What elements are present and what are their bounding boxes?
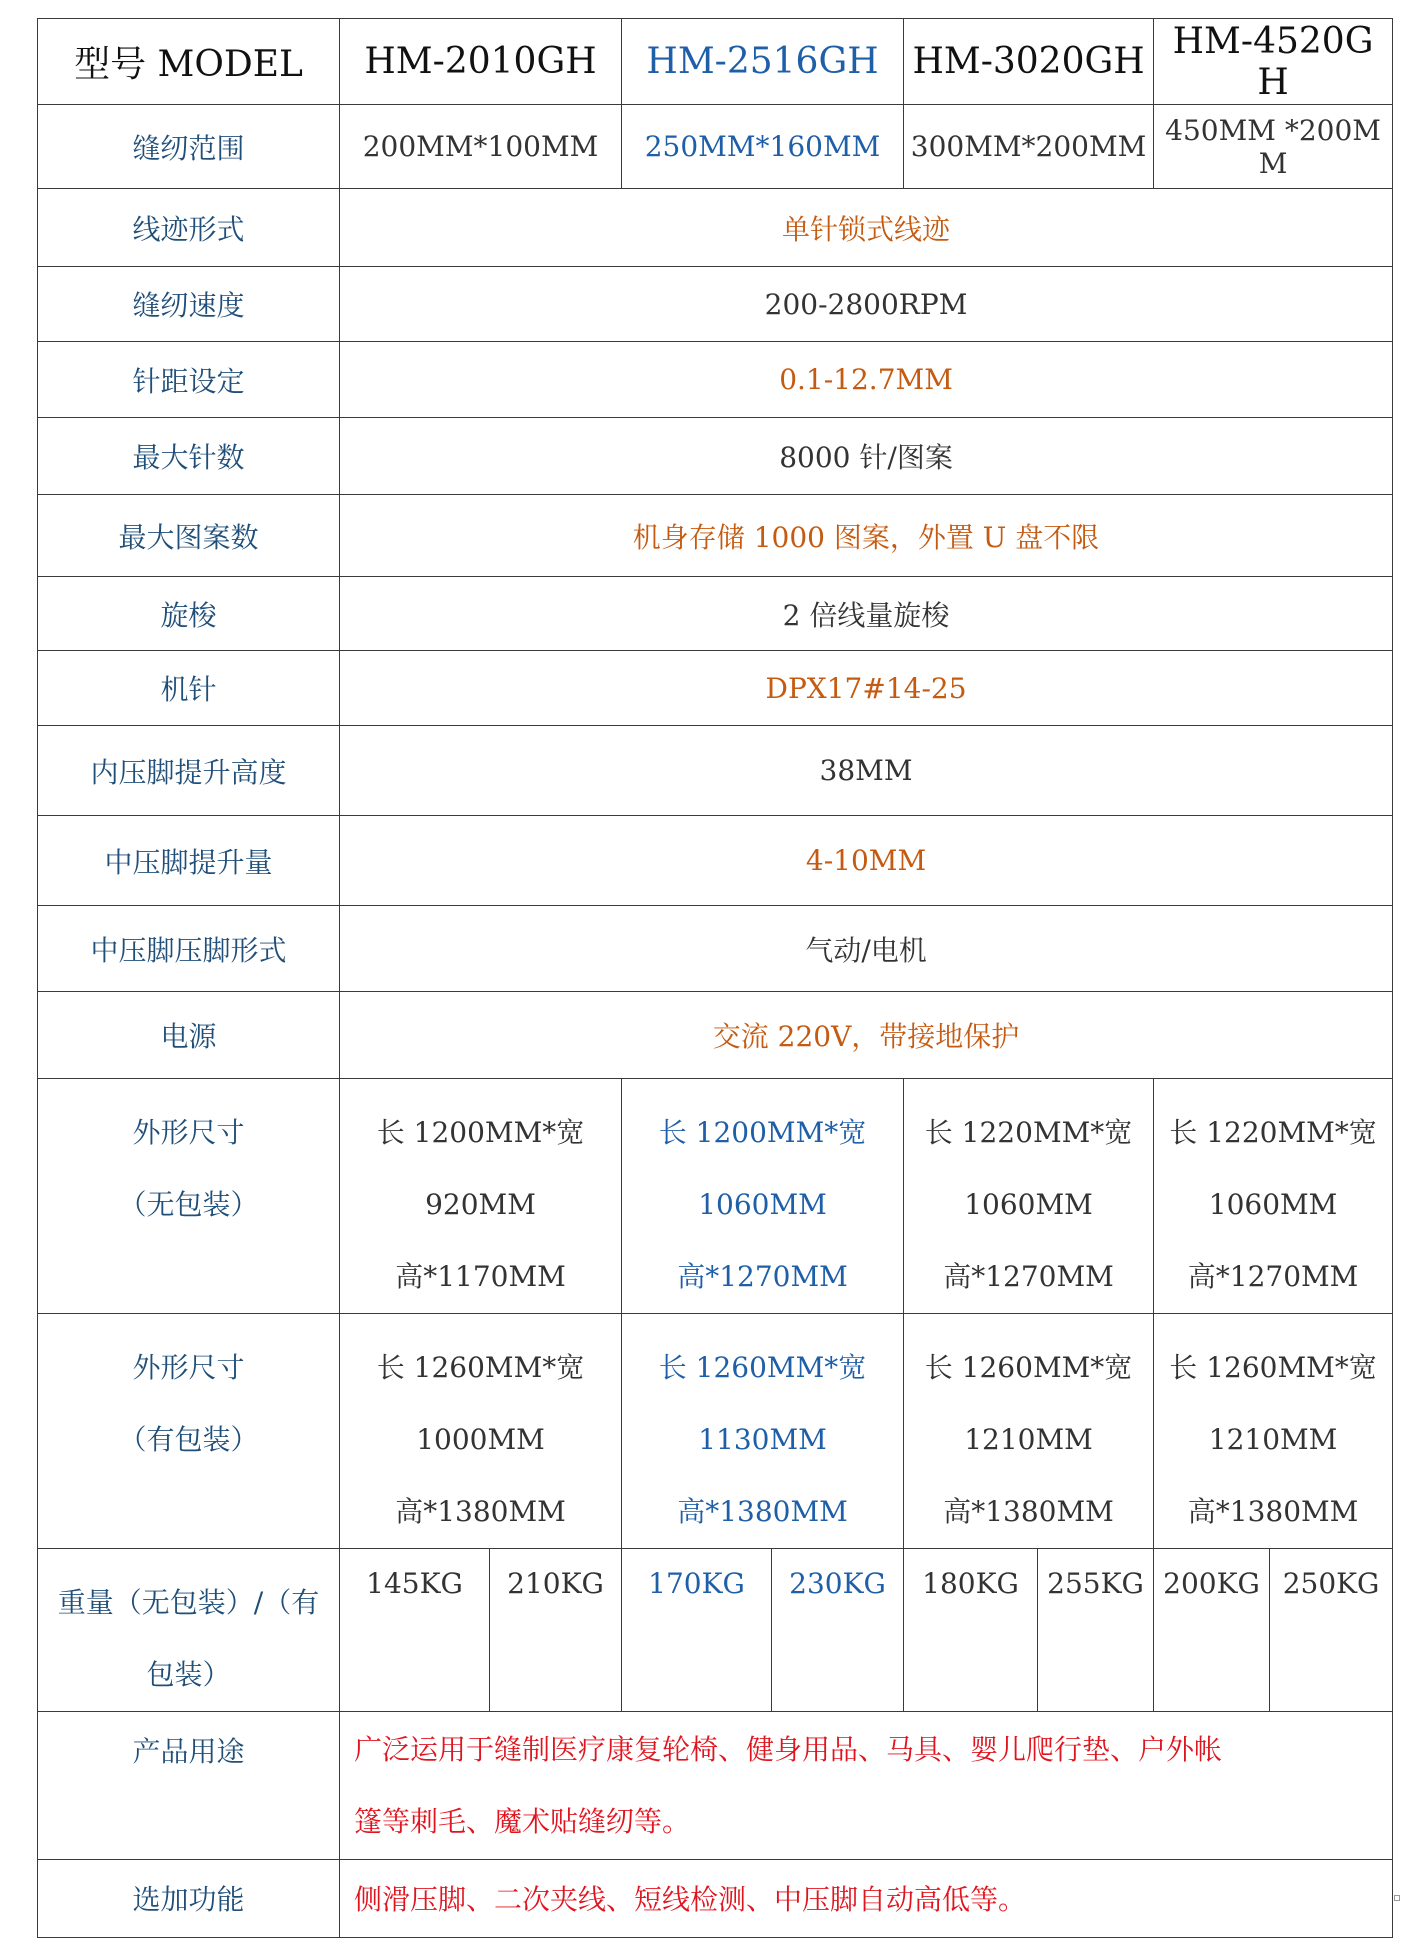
row-weight: [38, 1549, 1393, 1712]
row-power: [38, 992, 1393, 1079]
application-line1: 广泛运用于缝制医疗康复轮椅、健身用品、马具、婴儿爬行垫、户外帐: [354, 1733, 1223, 1766]
weight-4520-unpacked: 200KG: [1154, 1549, 1270, 1712]
row-stitch-type: [38, 189, 1393, 267]
dim-line: 1060MM: [698, 1188, 827, 1221]
dimensions-packed-2010: [340, 1314, 622, 1549]
weight-2516-packed: 230KG: [772, 1549, 904, 1712]
row-dimensions-unpacked: [38, 1079, 1393, 1314]
label-shuttle: 旋梭: [38, 577, 340, 651]
value-middle-foot-lift: 4-10MM: [340, 816, 1393, 906]
label-dimensions-unpacked: [38, 1079, 340, 1314]
dim-line: 高*1380MM: [943, 1495, 1114, 1528]
model-hm-3020gh: HM-3020GH: [904, 19, 1154, 105]
value-shuttle: 2 倍线量旋梭: [340, 577, 1393, 651]
spec-table: [37, 18, 1393, 1938]
dimensions-packed-2516: [622, 1314, 904, 1549]
dim-line: 长 1200MM*宽: [658, 1116, 867, 1149]
model-hm-2010gh: HM-2010GH: [340, 19, 622, 105]
label-max-stitches: 最大针数: [38, 418, 340, 495]
row-shuttle: [38, 577, 1393, 651]
dim-line: 高*1270MM: [1187, 1260, 1359, 1293]
value-power: 交流 220V，带接地保护: [340, 992, 1393, 1079]
row-middle-foot-type: [38, 906, 1393, 992]
row-application: [38, 1712, 1393, 1860]
label-dimensions-packed-line1: 外形尺寸: [132, 1351, 245, 1384]
value-application: [340, 1712, 1393, 1860]
dim-line: 1130MM: [698, 1423, 827, 1456]
value-sewing-range-2516: 250MM*160MM: [622, 105, 904, 189]
dim-line: 1060MM: [1208, 1188, 1338, 1221]
label-max-patterns: 最大图案数: [38, 495, 340, 577]
row-dimensions-packed: [38, 1314, 1393, 1549]
label-weight-line1: 重量（无包装）/（有: [57, 1586, 320, 1619]
value-max-patterns: 机身存储 1000 图案，外置 U 盘不限: [340, 495, 1393, 577]
label-weight: [38, 1549, 340, 1712]
dim-line: 1210MM: [964, 1423, 1093, 1456]
value-stitch-length: 0.1-12.7MM: [340, 342, 1393, 418]
dim-line: 高*1270MM: [943, 1260, 1114, 1293]
label-needle: 机针: [38, 651, 340, 726]
dim-line: 高*1380MM: [677, 1495, 848, 1528]
label-application: 产品用途: [38, 1712, 340, 1860]
row-needle: [38, 651, 1393, 726]
value-max-stitches: 8000 针/图案: [340, 418, 1393, 495]
label-options: 选加功能: [38, 1860, 340, 1938]
weight-4520-packed: 250KG: [1270, 1549, 1393, 1712]
dim-line: 长 1220MM*宽: [924, 1116, 1133, 1149]
dimensions-unpacked-2516: [622, 1079, 904, 1314]
row-middle-foot-lift: [38, 816, 1393, 906]
row-inner-foot-lift: [38, 726, 1393, 816]
dim-line: 高*1270MM: [677, 1260, 848, 1293]
dim-line: 长 1260MM*宽: [1169, 1351, 1377, 1384]
value-inner-foot-lift: 38MM: [340, 726, 1393, 816]
page-corner-mark: [1394, 1895, 1400, 1901]
row-options: [38, 1860, 1393, 1938]
value-sewing-range-3020: 300MM*200MM: [904, 105, 1154, 189]
dim-line: 长 1220MM*宽: [1169, 1116, 1377, 1149]
weight-2010-packed: 210KG: [490, 1549, 622, 1712]
dimensions-unpacked-4520: [1154, 1079, 1393, 1314]
dim-line: 长 1260MM*宽: [376, 1351, 585, 1384]
label-inner-foot-lift: 内压脚提升高度: [38, 726, 340, 816]
model-header-label: 型号 MODEL: [38, 19, 340, 105]
label-sewing-range: 缝纫范围: [38, 105, 340, 189]
dimensions-packed-3020: [904, 1314, 1154, 1549]
dim-line: 长 1200MM*宽: [376, 1116, 585, 1149]
value-stitch-type: 单针锁式线迹: [340, 189, 1393, 267]
dim-line: 高*1170MM: [395, 1260, 566, 1293]
row-sewing-speed: [38, 267, 1393, 342]
dim-line: 长 1260MM*宽: [924, 1351, 1133, 1384]
dimensions-unpacked-3020: [904, 1079, 1154, 1314]
dim-line: 高*1380MM: [1187, 1495, 1359, 1528]
dim-line: 1000MM: [416, 1423, 545, 1456]
dimensions-packed-4520: [1154, 1314, 1393, 1549]
dim-line: 1060MM: [964, 1188, 1093, 1221]
label-sewing-speed: 缝纫速度: [38, 267, 340, 342]
dimensions-unpacked-2010: [340, 1079, 622, 1314]
dim-line: 920MM: [425, 1188, 536, 1221]
value-sewing-range-2010: 200MM*100MM: [340, 105, 622, 189]
dim-line: 高*1380MM: [395, 1495, 566, 1528]
weight-2516-unpacked: 170KG: [622, 1549, 772, 1712]
label-middle-foot-type: 中压脚压脚形式: [38, 906, 340, 992]
value-sewing-speed: 200-2800RPM: [340, 267, 1393, 342]
label-stitch-type: 线迹形式: [38, 189, 340, 267]
label-stitch-length: 针距设定: [38, 342, 340, 418]
dim-line: 长 1260MM*宽: [658, 1351, 867, 1384]
row-sewing-range: [38, 105, 1393, 189]
header-row: [38, 19, 1393, 105]
row-max-patterns: [38, 495, 1393, 577]
label-dimensions-unpacked-line1: 外形尺寸: [132, 1116, 245, 1149]
dim-line: 1210MM: [1208, 1423, 1338, 1456]
value-sewing-range-4520: 450MM *200MM: [1154, 105, 1393, 189]
value-options: 侧滑压脚、二次夹线、短线检测、中压脚自动高低等。: [340, 1860, 1393, 1938]
row-max-stitches: [38, 418, 1393, 495]
value-middle-foot-type: 气动/电机: [340, 906, 1393, 992]
label-power: 电源: [38, 992, 340, 1079]
application-line2: 篷等刺毛、魔术贴缝纫等。: [354, 1805, 691, 1838]
label-dimensions-packed: [38, 1314, 340, 1549]
weight-3020-packed: 255KG: [1038, 1549, 1154, 1712]
weight-3020-unpacked: 180KG: [904, 1549, 1038, 1712]
value-needle: DPX17#14-25: [340, 651, 1393, 726]
label-middle-foot-lift: 中压脚提升量: [38, 816, 340, 906]
row-stitch-length: [38, 342, 1393, 418]
model-hm-4520gh: HM-4520GH: [1154, 19, 1393, 105]
label-weight-line2: 包装）: [146, 1658, 231, 1691]
weight-2010-unpacked: 145KG: [340, 1549, 490, 1712]
label-dimensions-unpacked-line2: （无包装）: [118, 1188, 259, 1221]
label-dimensions-packed-line2: （有包装）: [118, 1423, 259, 1456]
model-hm-2516gh: HM-2516GH: [622, 19, 904, 105]
